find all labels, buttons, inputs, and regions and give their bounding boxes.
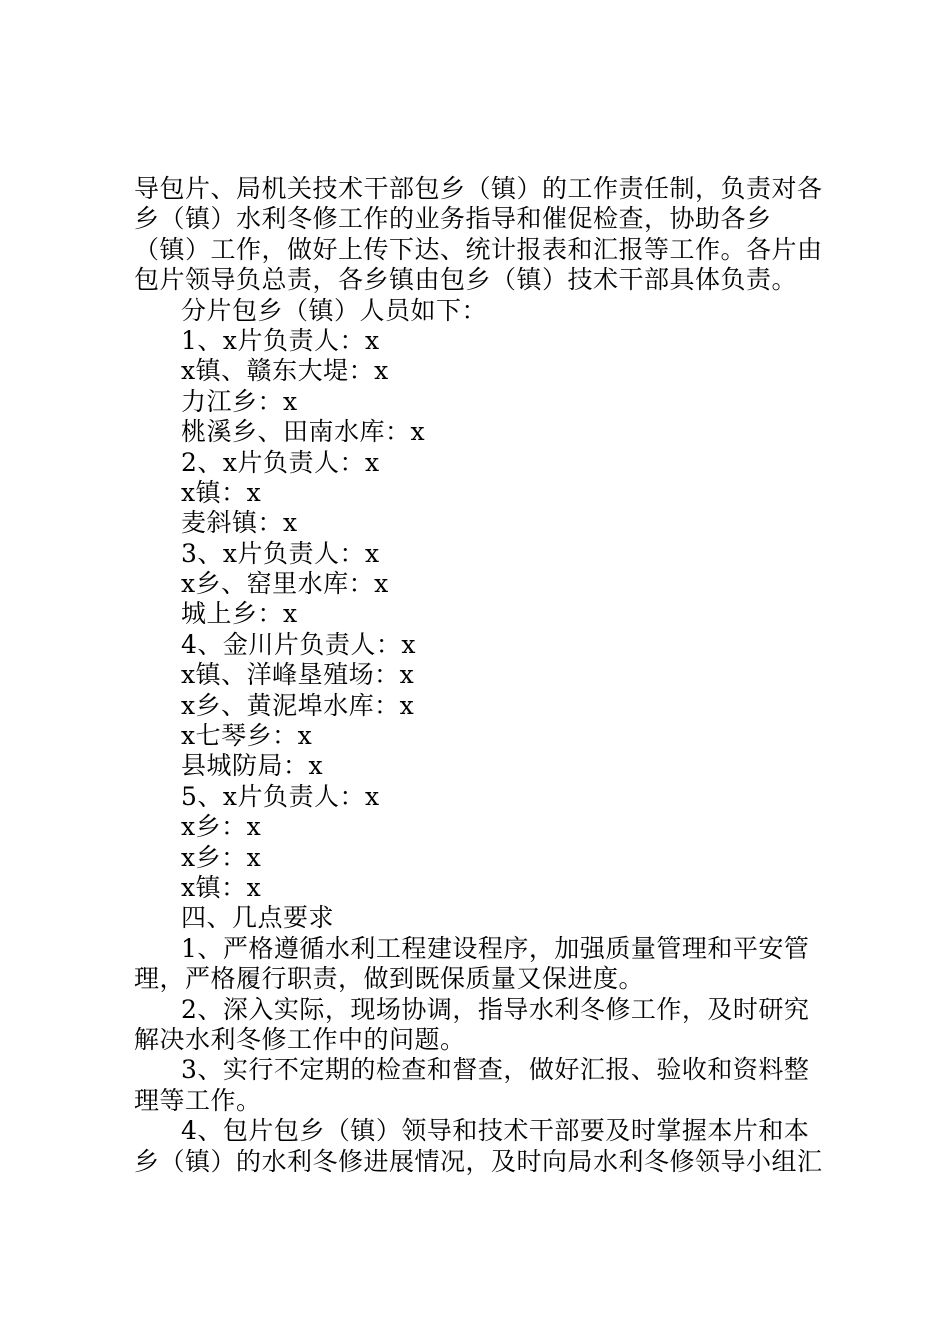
paragraph-line: 乡（镇）的水利冬修进展情况，及时向局水利冬修领导小组汇	[134, 1146, 823, 1176]
paragraph-line: 解决水利冬修工作中的问题。	[134, 1024, 466, 1054]
list-item: 桃溪乡、田南水库：x	[181, 417, 426, 447]
list-item: 5、x片负责人：x	[181, 781, 380, 811]
list-item: x乡：x	[181, 842, 262, 872]
list-item: x乡：x	[181, 812, 262, 842]
list-item: 2、x片负责人：x	[181, 447, 380, 477]
paragraph-line: 乡（镇）水利冬修工作的业务指导和催促检查，协助各乡	[134, 204, 772, 234]
list-item: 县城防局：x	[181, 751, 324, 781]
list-item: x镇：x	[181, 477, 262, 507]
paragraph-line: 2、深入实际，现场协调，指导水利冬修工作，及时研究	[181, 994, 810, 1024]
document-body	[134, 174, 824, 1177]
paragraph-line: 理，严格履行职责，做到既保质量又保进度。	[134, 964, 645, 994]
list-item: 城上乡：x	[181, 599, 298, 629]
paragraph-line: 理等工作。	[134, 1085, 262, 1115]
list-item: 麦斜镇：x	[181, 508, 298, 538]
list-item: x镇：x	[181, 872, 262, 902]
list-item: 4、金川片负责人：x	[181, 629, 417, 659]
paragraph-line: （镇）工作，做好上传下达、统计报表和汇报等工作。各片由	[134, 234, 823, 264]
list-item: x镇、赣东大堤：x	[181, 356, 389, 386]
list-item: x乡、窑里水库：x	[181, 569, 389, 599]
section-heading: 四、几点要求	[181, 903, 335, 933]
list-item: x乡、黄泥埠水库：x	[181, 690, 415, 720]
paragraph-line: 导包片、局机关技术干部包乡（镇）的工作责任制，负责对各	[134, 174, 823, 203]
list-item: x七琴乡：x	[181, 721, 313, 751]
paragraph-line: 包片领导负总责，各乡镇由包乡（镇）技术干部具体负责。	[134, 265, 798, 295]
paragraph-line: 4、包片包乡（镇）领导和技术干部要及时掌握本片和本	[181, 1116, 810, 1146]
list-item: 3、x片负责人：x	[181, 538, 380, 568]
list-item: x镇、洋峰垦殖场：x	[181, 660, 415, 690]
paragraph-line: 3、实行不定期的检查和督查，做好汇报、验收和资料整	[181, 1055, 810, 1085]
paragraph-line: 1、严格遵循水利工程建设程序，加强质量管理和平安管	[181, 933, 810, 963]
list-item: 力江乡：x	[181, 386, 298, 416]
list-item: 1、x片负责人：x	[181, 325, 380, 355]
list-heading: 分片包乡（镇）人员如下：	[181, 295, 488, 325]
